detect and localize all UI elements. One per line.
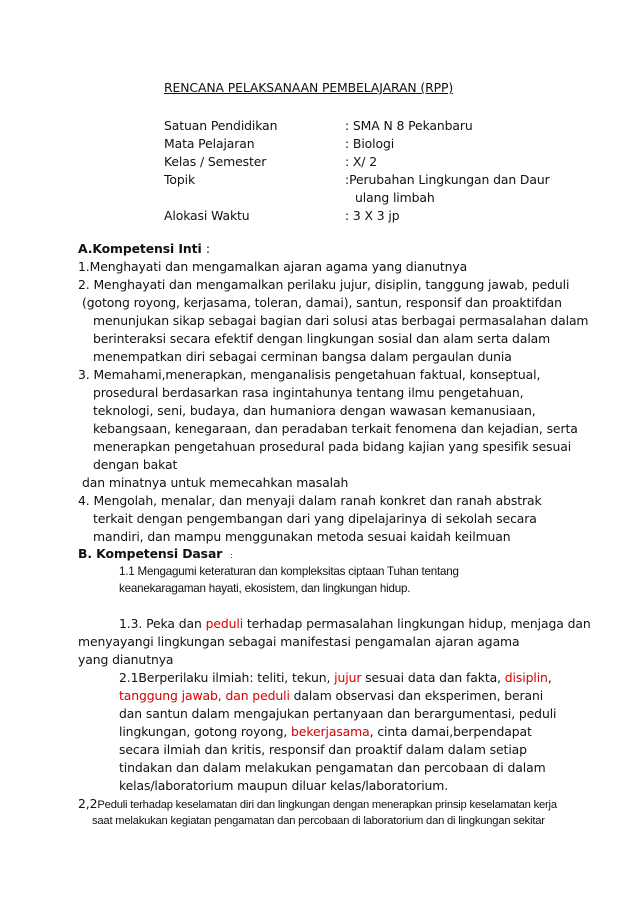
kd11-line: 1.1 Mengagumi keteraturan dan kompleksitas ciptaan Tuhan tentang [119, 565, 459, 578]
field-value-satuan: : SMA N 8 Pekanbaru [345, 118, 473, 133]
document-title: RENCANA PELAKSANAAN PEMBELAJARAN (RPP) [164, 80, 454, 95]
kd21-line1: 2.1Berperilaku ilmiah: teliti, tekun, jujur sesuai data dan fakta, disiplin, [119, 670, 552, 685]
field-value-kelas: : X/ 2 [345, 154, 377, 169]
field-label-mapel: Mata Pelajaran [164, 136, 255, 151]
kd13-line2: menyayangi lingkungan sebagai manifestasi pengamalan ajaran agama [78, 634, 520, 649]
ki-heading: A.Kompetensi Inti : [78, 241, 210, 256]
ki-line: 3. Memahami,menerapkan, menganalisis pengetahuan faktual, konseptual, [78, 367, 541, 382]
kd13-line1: 1.3. Peka dan peduli terhadap permasalahan lingkungan hidup, menjaga dan [119, 616, 591, 631]
ki-line: dan minatnya untuk memecahkan masalah [82, 475, 349, 490]
ki-line: kebangsaan, kenegaraan, dan peradaban terkait fenomena dan kejadian, serta [93, 421, 578, 436]
kd13-line3: yang dianutnya [78, 652, 174, 667]
field-label-kelas: Kelas / Semester [164, 154, 267, 169]
ki-line: 2. Menghayati dan mengamalkan perilaku jujur, disiplin, tanggung jawab, peduli [78, 277, 570, 292]
field-value-mapel: : Biologi [345, 136, 395, 151]
kd-heading-colon: : [230, 551, 233, 560]
kd21-line6: tindakan dan dalam melakukan pengamatan dan percobaan di dalam [119, 760, 546, 775]
ki-line: berinteraksi secara efektif dengan lingkungan sosial dan alam serta dalam [93, 331, 551, 346]
kd21-line5: secara ilmiah dan kritis, responsif dan proaktif dalam dalam setiap [119, 742, 527, 757]
field-label-satuan: Satuan Pendidikan [164, 118, 278, 133]
ki-line: dengan bakat [93, 457, 178, 472]
ki-line: menerapkan pengetahuan prosedural pada bidang kajian yang spesifik sesuai [93, 439, 572, 454]
ki-line: menempatkan diri sebagai cerminan bangsa dalam pergaulan dunia [93, 349, 512, 364]
ki-line: mandiri, dan mampu menggunakan metoda sesuai kaidah keilmuan [93, 529, 511, 544]
kd21-line2: tanggung jawab, dan peduli dalam observasi dan eksperimen, berani [119, 688, 544, 703]
kd11-line: keanekaragaman hayati, ekosistem, dan lingkungan hidup. [119, 582, 411, 595]
field-value-alokasi: : 3 X 3 jp [345, 208, 400, 223]
kd22-line1: 2,2Peduli terhadap keselamatan diri dan lingkungan dengan menerapkan prinsip keselamatan kerja [78, 796, 557, 811]
ki-line: 1.Menghayati dan mengamalkan ajaran agama yang dianutnya [78, 259, 468, 274]
ki-line: prosedural berdasarkan rasa ingintahunya tentang ilmu pengetahuan, [93, 385, 524, 400]
ki-line: menunjukan sikap sebagai bagian dari solusi atas berbagai permasalahan dalam [93, 313, 589, 328]
field-label-alokasi: Alokasi Waktu [164, 208, 250, 223]
field-value-topik: :Perubahan Lingkungan dan Daur [345, 172, 550, 187]
kd21-line3: dan santun dalam mengajukan pertanyaan dan berargumentasi, peduli [119, 706, 557, 721]
field-value-topik-cont: ulang limbah [355, 190, 435, 205]
ki-line: (gotong royong, kerjasama, toleran, damai), santun, responsif dan proaktifdan [82, 295, 562, 310]
kd21-line4: lingkungan, gotong royong, bekerjasama, cinta damai,berpendapat [119, 724, 532, 739]
field-label-topik: Topik [164, 172, 196, 187]
ki-line: terkait dengan pengembangan dari yang dipelajarinya di sekolah secara [93, 511, 537, 526]
ki-line: 4. Mengolah, menalar, dan menyaji dalam ranah konkret dan ranah abstrak [78, 493, 542, 508]
kd21-line7: kelas/laboratorium maupun diluar kelas/laboratorium. [119, 778, 449, 793]
kd-heading: B. Kompetensi Dasar [78, 546, 223, 561]
kd22-line2: saat melakukan kegiatan pengamatan dan percobaan di laboratorium dan di lingkungan sekitar [92, 815, 545, 827]
ki-line: teknologi, seni, budaya, dan humaniora dengan wawasan kemanusiaan, [93, 403, 536, 418]
